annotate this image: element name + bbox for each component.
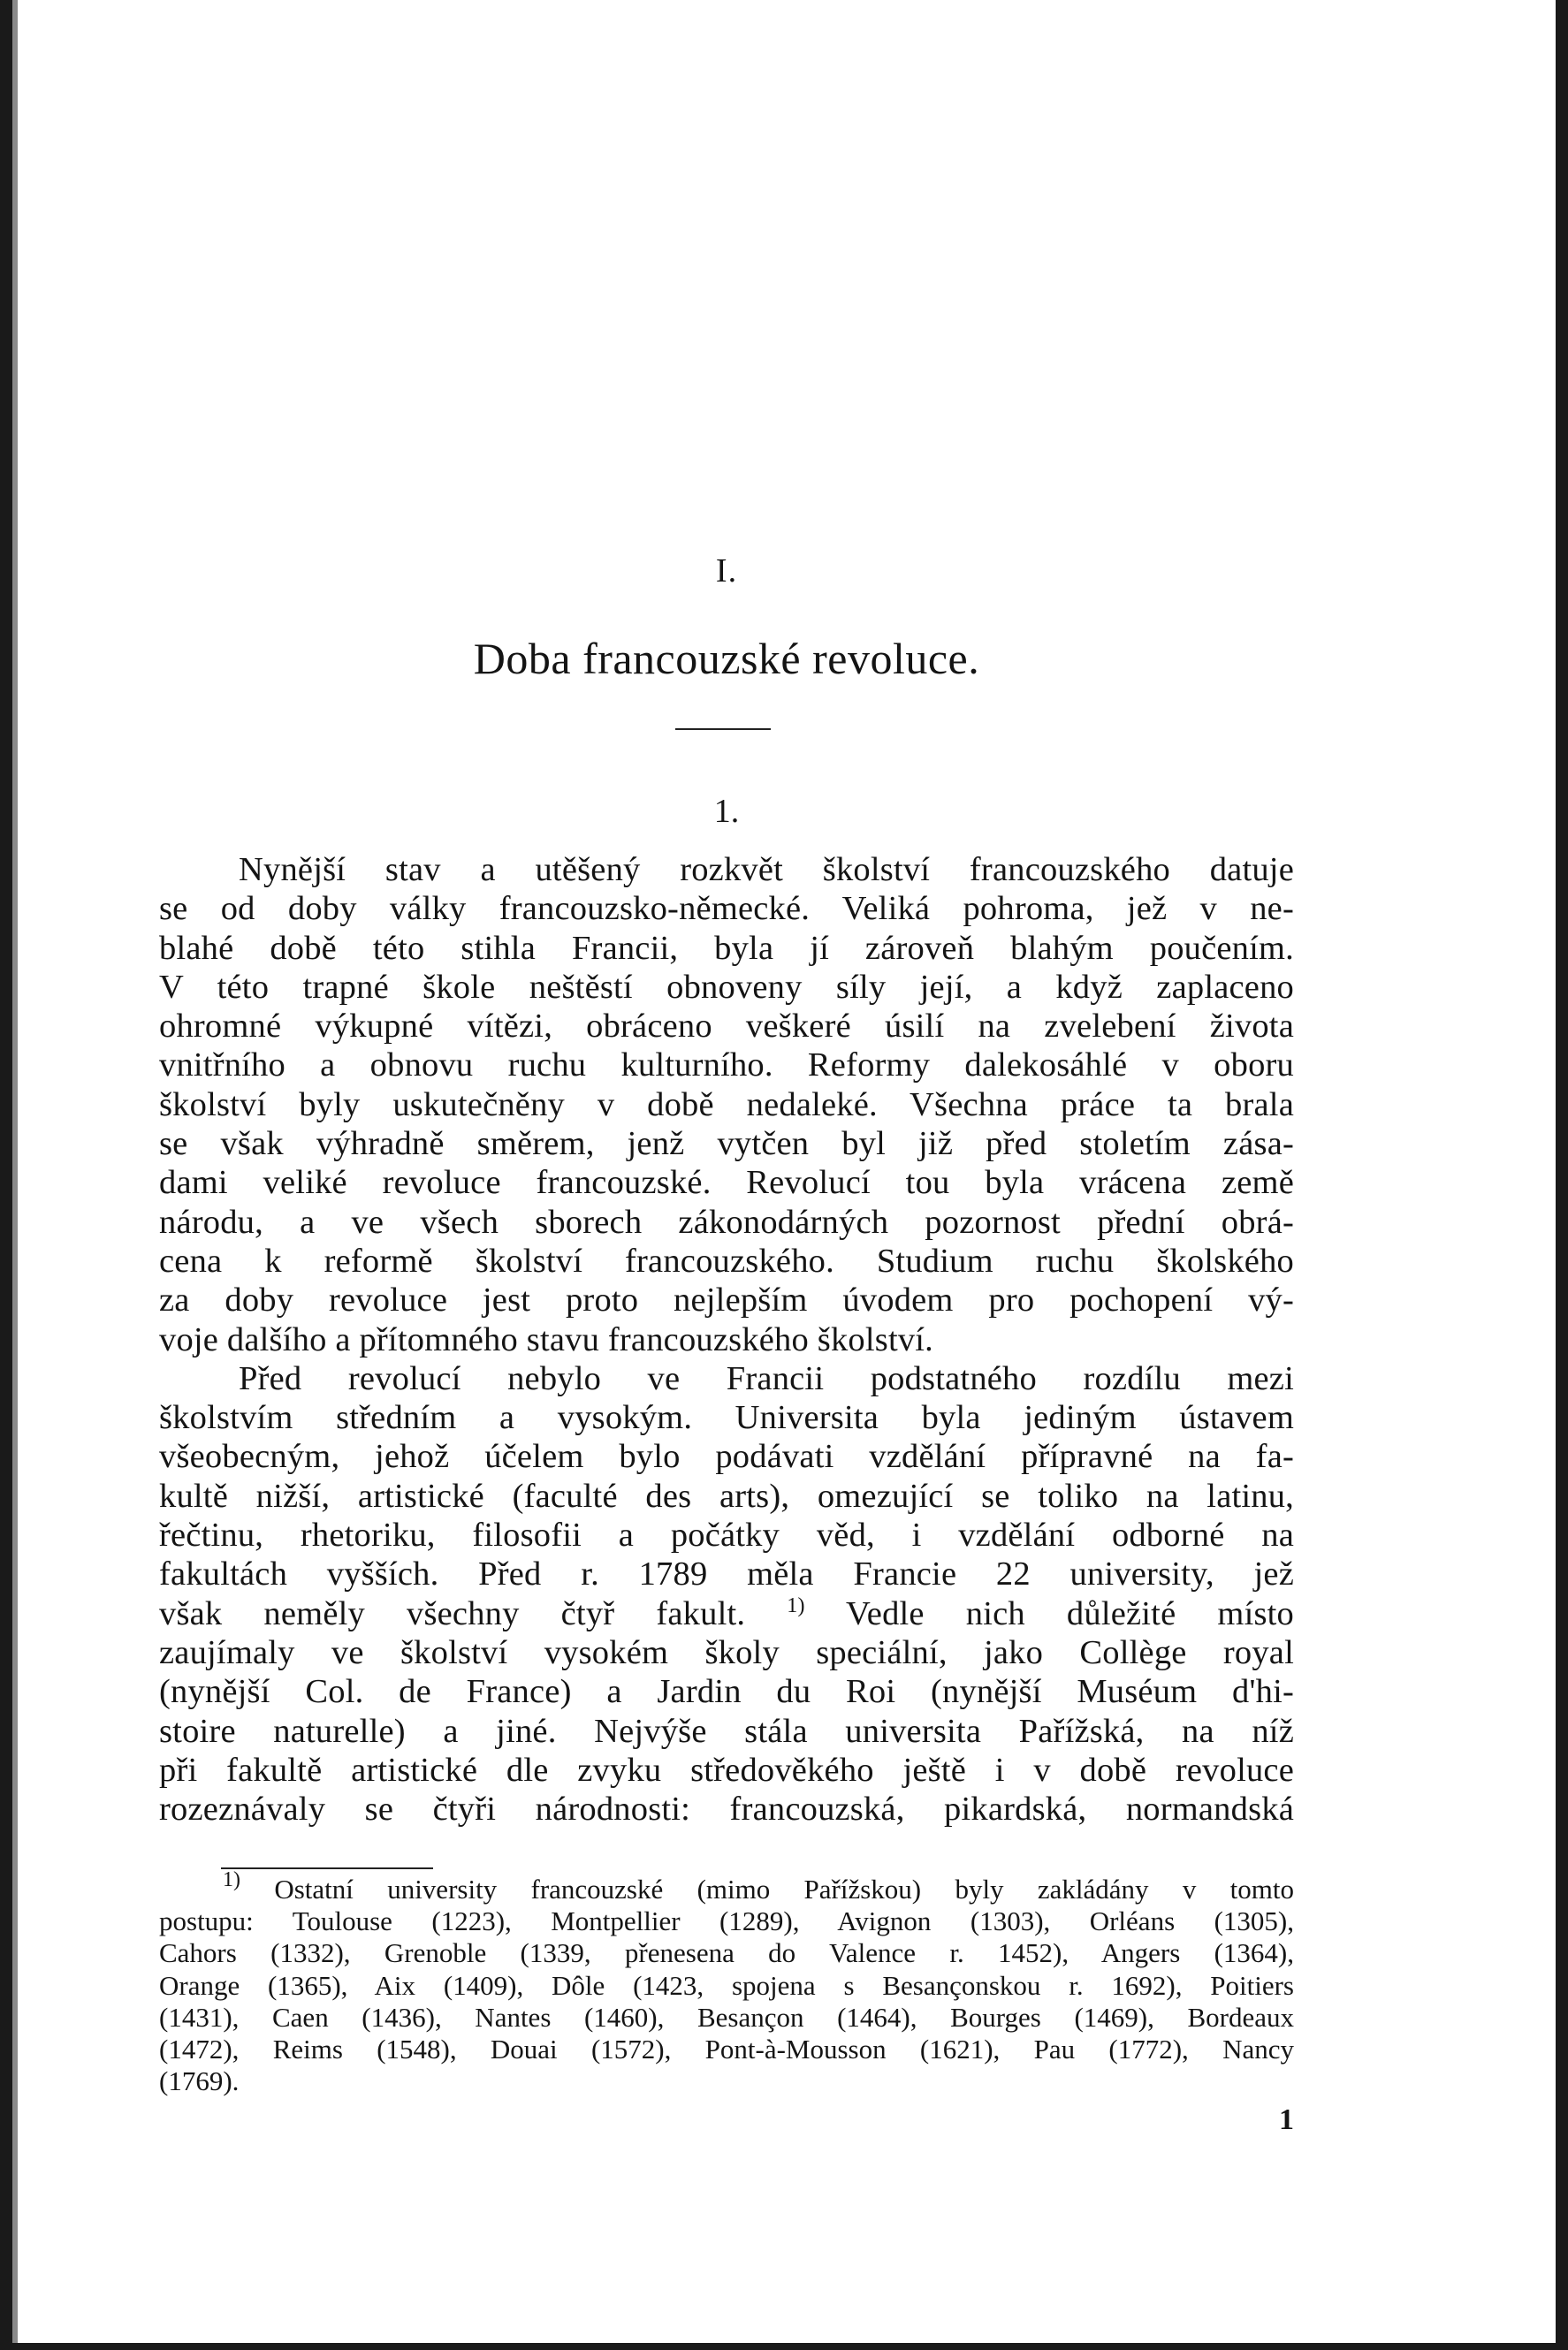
chapter-number: I. — [715, 552, 738, 589]
text-line: při fakultě artistické dle zvyku středověkého ještě i v době revoluce — [159, 1751, 1294, 1789]
footnote-divider — [221, 1867, 433, 1869]
text-line: voje dalšího a přítomného stavu francouzského školství. — [159, 1320, 934, 1358]
text-line: Nynější stav a utěšený rozkvět školství francouzského datuje — [239, 851, 1294, 888]
scan-edge-shadow — [12, 0, 18, 2350]
text-line: dami veliké revoluce francouzské. Revolucí tou byla vrácena země — [159, 1164, 1294, 1202]
footnote-line: Cahors (1332), Grenoble (1339, přenesena do Valence r. 1452), Angers (1364), — [159, 1937, 1294, 1969]
text-line: školství byly uskutečněny v době nedaleké. Všechna práce ta brala — [159, 1085, 1294, 1123]
footnote-line: (1769). — [159, 2065, 240, 2097]
footnote-line: postupu: Toulouse (1223), Montpellier (1289), Avignon (1303), Orléans (1305), — [159, 1905, 1294, 1937]
text-line: blahé době této stihla Francii, byla jí zároveň blahým poučením. — [159, 929, 1294, 967]
text-line: zaujímaly ve školství vysokém školy speciální, jako Collège royal — [159, 1633, 1294, 1671]
page-number: 1 — [1279, 2103, 1294, 2136]
text-line: za doby revoluce jest proto nejlepším úvodem pro pochopení vý- — [159, 1281, 1294, 1319]
text-segment: však neměly všechny čtyř fakult. — [159, 1594, 746, 1632]
scan-edge-left — [0, 0, 12, 2350]
footnotes — [159, 1868, 1294, 2097]
footnote-text: Ostatní university francouzské (mimo Pařížskou) byly zakládány v tomto — [274, 1874, 1294, 1905]
text-line: stoire naturelle) a jiné. Nejvýše stála universita Pařížská, na níž — [159, 1712, 1294, 1750]
footnote-line — [159, 1868, 1294, 1905]
text-line: všeobecným, jehož účelem bylo podávati vzdělání přípravné na fa- — [159, 1438, 1294, 1476]
text-line: (nynější Col. de France) a Jardin du Roi (nynější Muséum d'hi- — [159, 1673, 1294, 1711]
title-divider — [675, 728, 771, 730]
text-line: národu, a ve všech sborech zákonodárných pozornost přední obrá- — [159, 1203, 1294, 1241]
chapter-title: Doba francouzské revoluce. — [473, 634, 980, 683]
text-line-with-footnote — [159, 1594, 1294, 1633]
text-line: rozeznávaly se čtyři národnosti: francouzská, pikardská, normandská — [159, 1791, 1294, 1829]
text-line: řečtinu, rhetoriku, filosofii a počátky věd, i vzdělání odborné na — [159, 1517, 1294, 1555]
body-text — [159, 850, 1294, 1829]
text-line: fakultách vyšších. Před r. 1789 měla Francie 22 university, jež — [159, 1555, 1294, 1593]
footnote-marker: 1) — [223, 1868, 240, 1891]
book-page — [159, 0, 1294, 2350]
footnote-reference: 1) — [787, 1593, 805, 1617]
text-line: kultě nižší, artistické (faculté des arts), omezující se toliko na latinu, — [159, 1477, 1294, 1515]
text-line: vnitřního a obnovu ruchu kulturního. Reformy dalekosáhlé v oboru — [159, 1046, 1294, 1084]
footnote-line: Orange (1365), Aix (1409), Dôle (1423, spojena s Besançonskou r. 1692), Poitiers — [159, 1969, 1294, 2001]
footnote-line: (1472), Reims (1548), Douai (1572), Pont-à-Mousson (1621), Pau (1772), Nancy — [159, 2034, 1294, 2065]
text-segment: Vedle nich důležité místo — [846, 1594, 1295, 1632]
text-line: Před revolucí nebylo ve Francii podstatného rozdílu mezi — [239, 1359, 1294, 1397]
text-line: školstvím středním a vysokým. Universita byla jediným ústavem — [159, 1399, 1294, 1437]
text-line: se od doby války francouzsko-německé. Veliká pohroma, jež v ne- — [159, 890, 1294, 928]
text-line: se však výhradně směrem, jenž vytčen byl již před stoletím zása- — [159, 1125, 1294, 1163]
section-number: 1. — [713, 793, 740, 830]
scan-edge-right — [1556, 0, 1568, 2350]
text-line: V této trapné škole neštěstí obnoveny síly její, a když zaplaceno — [159, 968, 1294, 1006]
footnote-line: (1431), Caen (1436), Nantes (1460), Besançon (1464), Bourges (1469), Bordeaux — [159, 2001, 1294, 2033]
text-line: ohromné výkupné vítězi, obráceno veškeré úsilí na zvelebení života — [159, 1008, 1294, 1046]
text-line: cena k reformě školství francouzského. Studium ruchu školského — [159, 1242, 1294, 1280]
